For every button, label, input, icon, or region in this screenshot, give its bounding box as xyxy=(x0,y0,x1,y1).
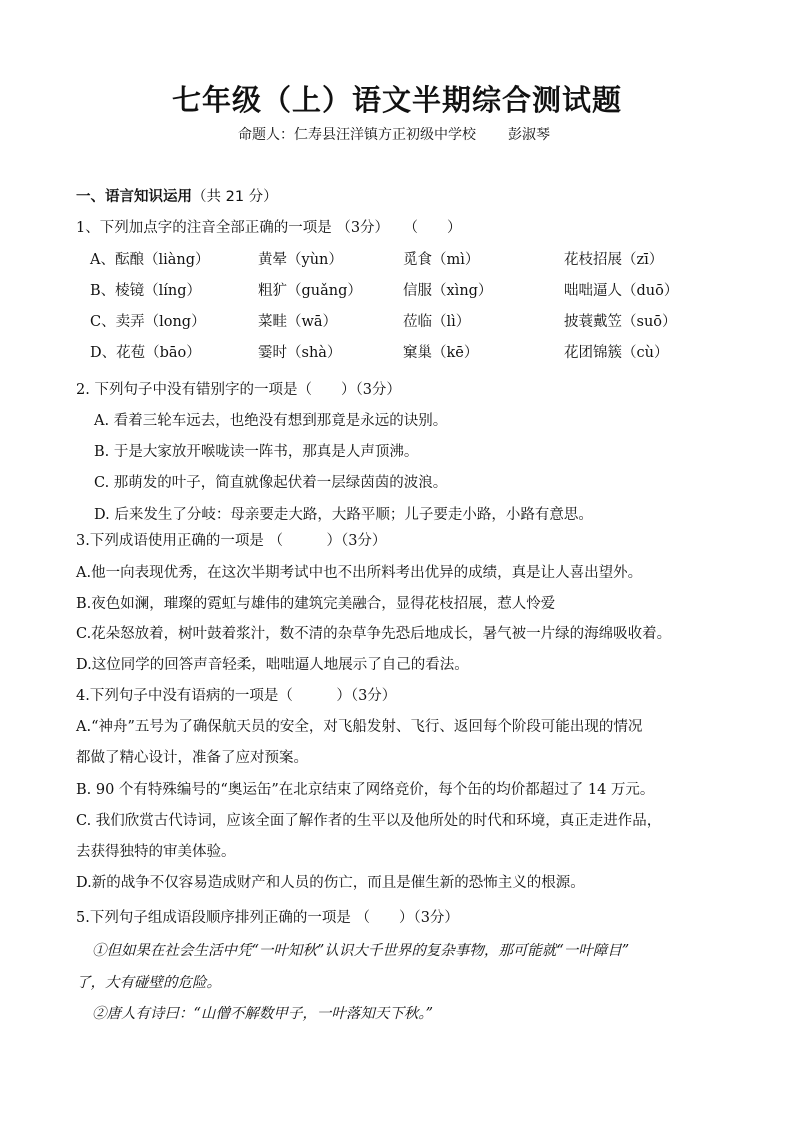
q4-line: B. 90 个有特殊编号的“奥运缶”在北京结束了网络竞价，每个缶的均价都超过了 14 万元。 xyxy=(76,782,655,798)
author-name: 彭淑琴 xyxy=(508,127,550,143)
q3-stem: 3.下列成语使用正确的一项是 （ ）（3分） xyxy=(76,533,387,549)
q2-option: C. 那萌发的叶子，简直就像起伏着一层绿茵茵的波浪。 xyxy=(94,475,448,491)
q4-line: C. 我们欣赏古代诗词，应该全面了解作者的生平以及他所处的时代和环境，真正走进作品， xyxy=(76,813,662,829)
author-label: 命题人：仁寿县汪洋镇方正初级中学校 xyxy=(238,127,476,143)
q1-stem: 1、下列加点字的注音全部正确的一项是 （3分） （ ） xyxy=(76,220,462,236)
q2-option: A. 看着三轮车远去，也绝没有想到那竟是永远的诀别。 xyxy=(94,413,448,429)
q2-option: D. 后来发生了分岐：母亲要走大路，大路平顺；儿子要走小路，小路有意思。 xyxy=(94,507,593,523)
q1-option: 霎时（shà） xyxy=(258,345,342,361)
q1-option: 花团锦簇（cù） xyxy=(564,345,669,361)
q1-option-row xyxy=(90,281,730,301)
q1-option: 咄咄逼人（duō） xyxy=(564,283,679,299)
q4-line: A.“神舟”五号为了确保航天员的安全，对飞船发射、飞行、返回每个阶段可能出现的情况 xyxy=(76,719,643,735)
q1-option-row xyxy=(90,250,730,270)
q3-option: C.花朵怒放着，树叶鼓着浆汁，数不清的杂草争先恐后地成长，暑气被一片绿的海绵吸收着。 xyxy=(76,626,672,642)
section-title: 一、语言知识运用 xyxy=(76,189,192,205)
q4-line: 去获得独特的审美体验。 xyxy=(76,844,236,860)
q4-line: D.新的战争不仅容易造成财产和人员的伤亡，而且是催生新的恐怖主义的根源。 xyxy=(76,875,585,891)
q4-stem: 4.下列句子中没有语病的一项是（ ）（3分） xyxy=(76,688,397,704)
q1-option: 窠巢（kē） xyxy=(403,345,479,361)
q1-option: 黄晕（yùn） xyxy=(258,252,343,268)
q5-sentence: ②唐人有诗曰：“山僧不解数甲子，一叶落知天下秋。” xyxy=(92,1006,434,1022)
q1-option: 花枝招展（zī） xyxy=(564,252,664,268)
q2-option: B. 于是大家放开喉咙读一阵书，那真是人声顶沸。 xyxy=(94,444,419,460)
page-title: 七年级（上）语文半期综合测试题 xyxy=(171,83,622,117)
section-points: （共 21 分） xyxy=(192,189,278,205)
q5-stem: 5.下列句子组成语段顺序排列正确的一项是 （ ）（3分） xyxy=(76,910,459,926)
q1-option: 粗犷（guǎng） xyxy=(258,283,362,299)
q3-option: B.夜色如澜，璀璨的霓虹与雄伟的建筑完美融合，显得花枝招展，惹人怜爱 xyxy=(76,596,556,612)
q1-option: 菜畦（wā） xyxy=(258,314,338,330)
q1-option: A、酝酿（liàng） xyxy=(90,252,210,268)
q5-sentence: 了，大有碰壁的危险。 xyxy=(76,975,221,991)
q1-option: 信服（xìng） xyxy=(403,283,493,299)
q1-option-row xyxy=(90,312,730,332)
q2-stem: 2. 下列句子中没有错别字的一项是（ ）（3分） xyxy=(76,382,401,398)
q1-option: 披蓑戴笠（suō） xyxy=(564,314,677,330)
q5-sentence: ①但如果在社会生活中凭“一叶知秋”认识大千世界的复杂事物，那可能就“一叶障目” xyxy=(92,943,630,959)
q1-option: B、棱镜（líng） xyxy=(90,283,202,299)
q4-line: 都做了精心设计，准备了应对预案。 xyxy=(76,750,308,766)
q1-option: C、卖弄（long） xyxy=(90,314,206,330)
q1-option: D、花苞（bāo） xyxy=(90,345,201,361)
section-heading xyxy=(76,187,736,207)
author-line xyxy=(238,124,550,144)
q1-option: 觅食（mì） xyxy=(403,252,480,268)
q3-option: D.这位同学的回答声音轻柔，咄咄逼人地展示了自己的看法。 xyxy=(76,657,469,673)
q1-option-row xyxy=(90,343,730,363)
q1-option: 莅临（lì） xyxy=(403,314,471,330)
q3-option: A.他一向表现优秀，在这次半期考试中也不出所料考出优异的成绩，真是让人喜出望外。 xyxy=(76,565,643,581)
